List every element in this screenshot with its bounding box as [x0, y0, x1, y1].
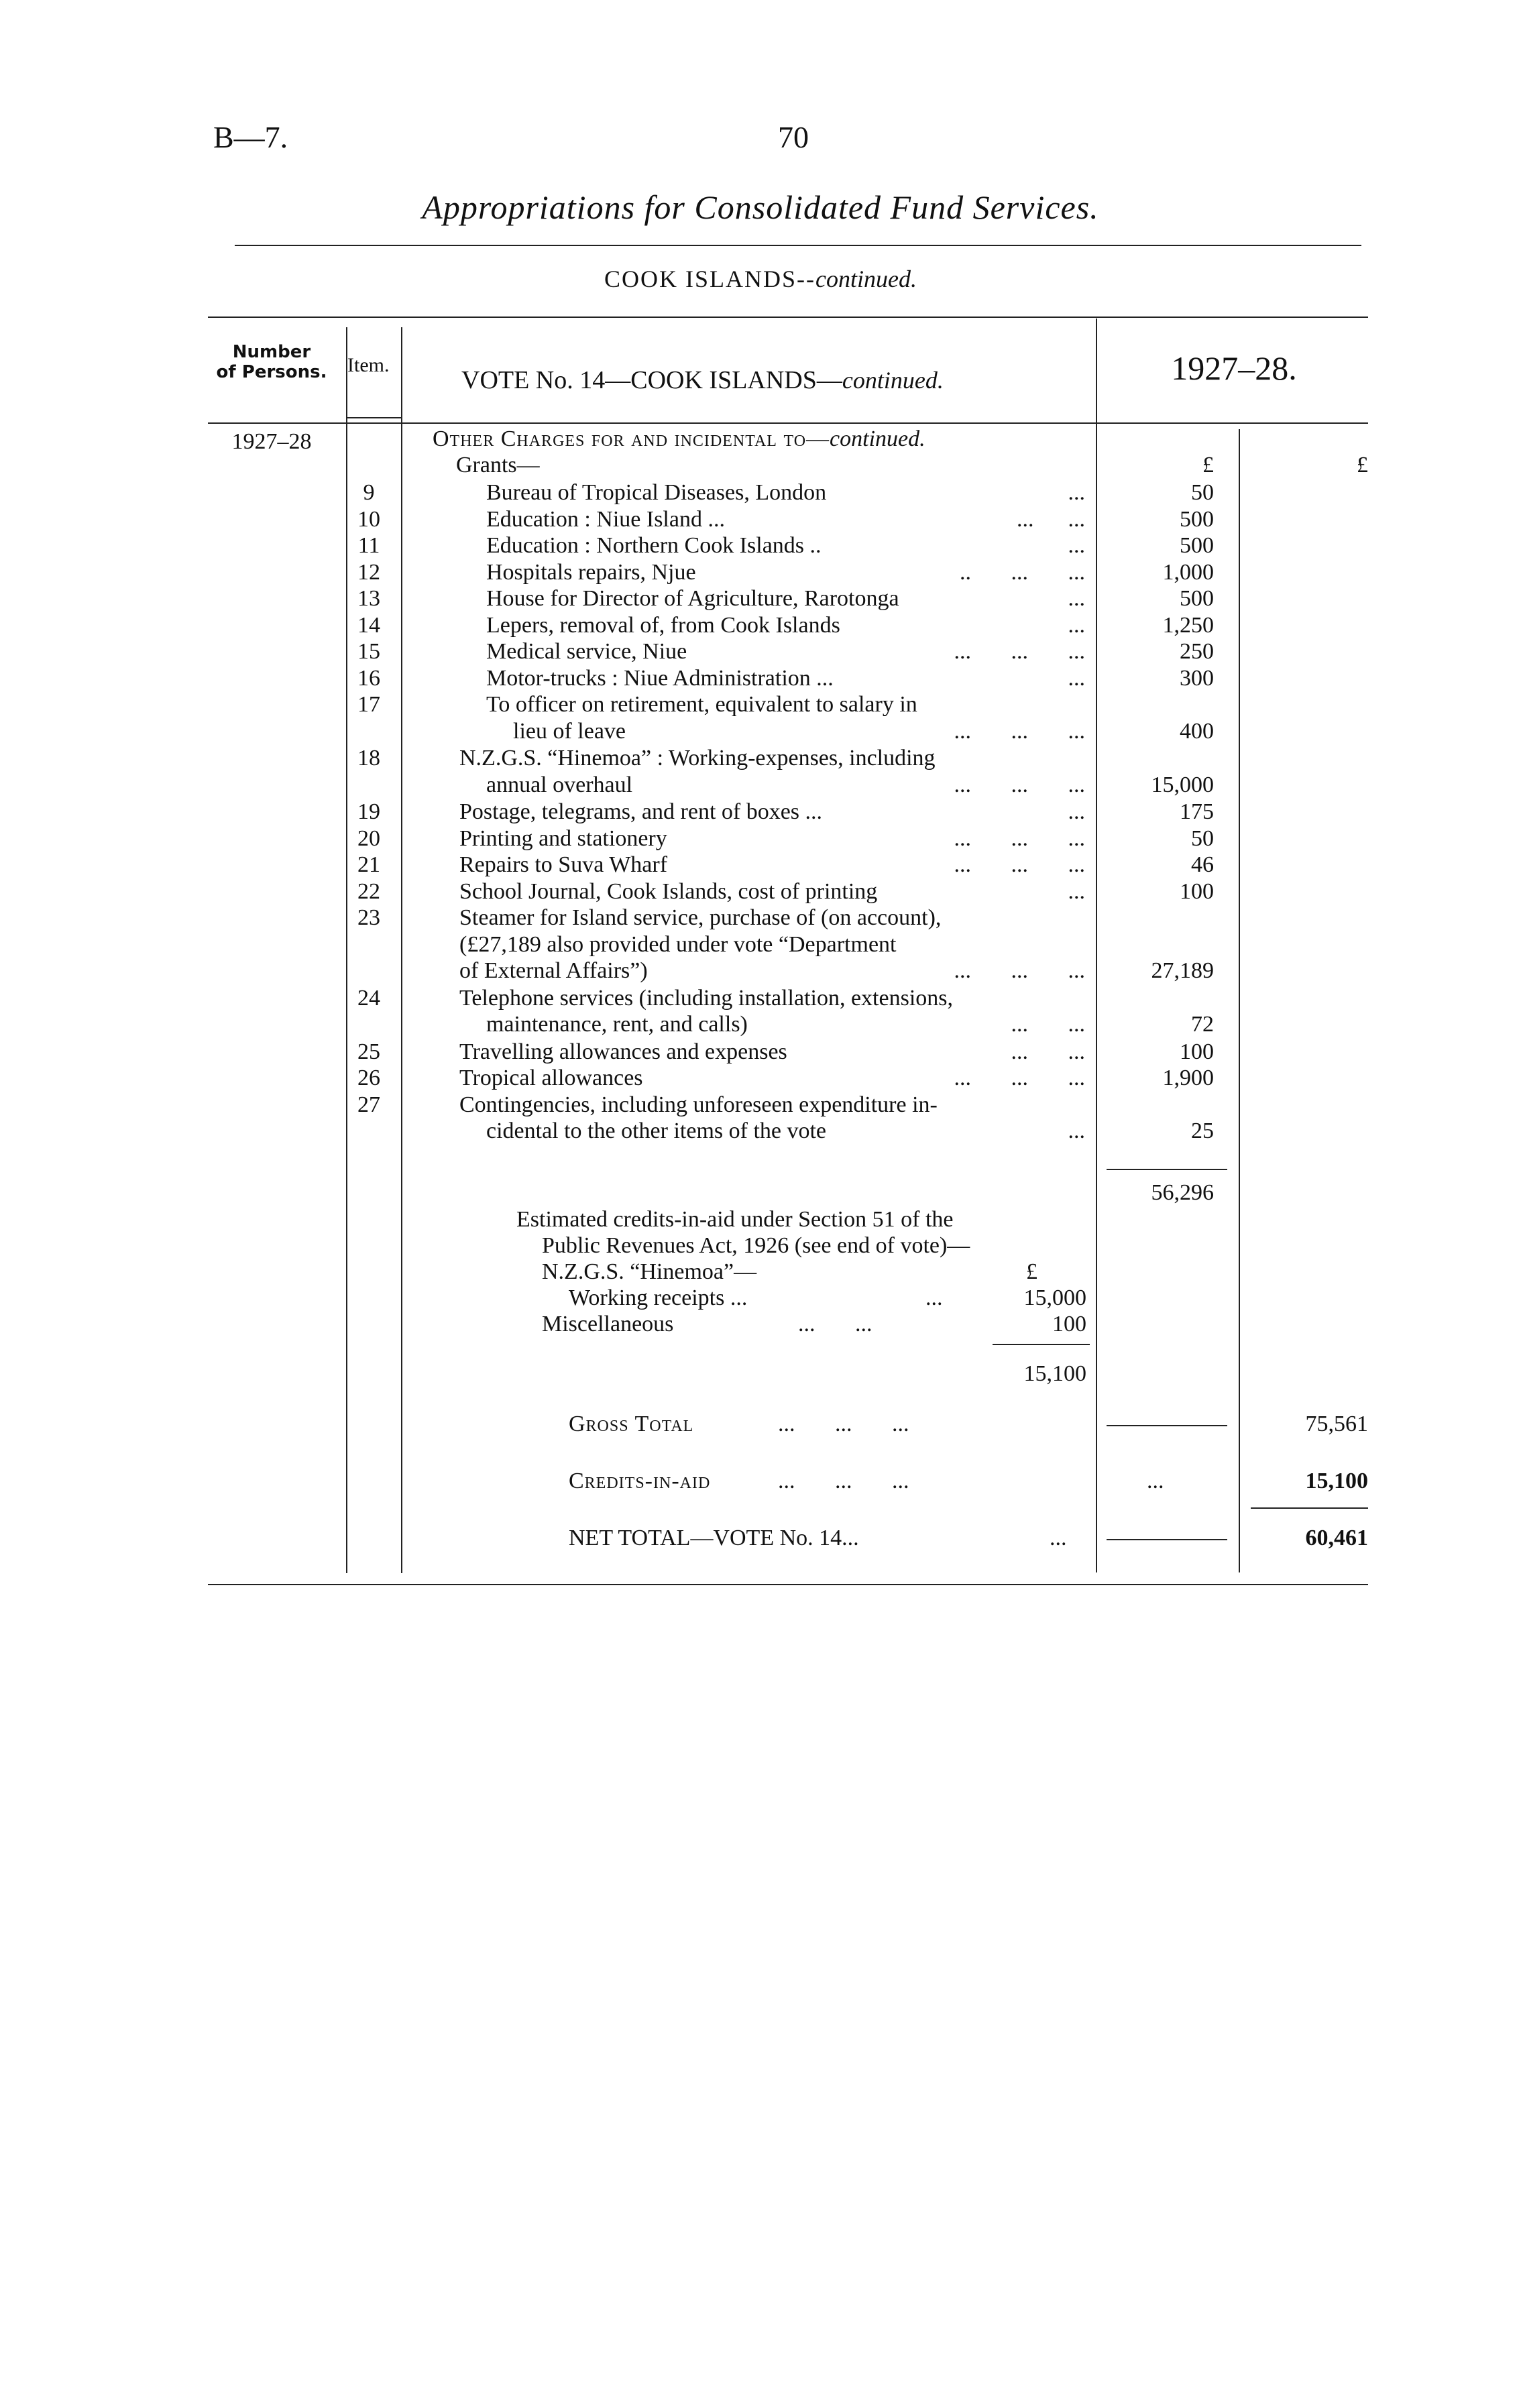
- item-description-line: N.Z.G.S. “Hinemoa” : Working-expenses, including: [459, 746, 936, 770]
- group-heading: Other Charges for and incidental to—continued.: [433, 426, 925, 451]
- item-amount: 50: [1191, 825, 1214, 851]
- item-number: 17: [357, 692, 380, 717]
- gross-total-dots: ... ... ...: [778, 1412, 909, 1436]
- item-number: 25: [357, 1039, 380, 1064]
- column-rule-item: [401, 327, 402, 1573]
- miscellaneous-label: Miscellaneous: [542, 1312, 674, 1336]
- item-amount: 72: [1191, 1012, 1214, 1037]
- credits-currency: £: [1026, 1259, 1037, 1284]
- credits-total: 15,100: [1023, 1361, 1086, 1386]
- item-amount: 27,189: [1151, 958, 1214, 983]
- item-number: 26: [357, 1066, 380, 1090]
- item-leader-dots: ...: [1068, 1119, 1085, 1143]
- item-leader-dots: ...: [1068, 878, 1085, 904]
- page-title: Appropriations for Consolidated Fund Services.: [422, 188, 1099, 226]
- table-top-rule: [208, 317, 1368, 318]
- item-number: 24: [357, 985, 380, 1011]
- credits-heading-line1: Estimated credits-in-aid under Section 51 of the: [516, 1207, 954, 1232]
- page-reference: B—7.: [213, 120, 288, 154]
- item-leader-dots: ...: [1068, 586, 1085, 611]
- table-bottom-rule: [208, 1584, 1368, 1585]
- item-description-line: Printing and stationery: [459, 825, 667, 851]
- credits-in-aid-label: Credits-in-aid: [569, 1469, 711, 1493]
- year-heading: 1927–28.: [1171, 349, 1297, 387]
- item-number: 21: [357, 852, 380, 877]
- net-total-dots: ...: [1050, 1526, 1067, 1550]
- gross-total-rule: [1107, 1425, 1227, 1426]
- item-leader-dots: ... ...: [1011, 1039, 1085, 1064]
- item-amount: 46: [1191, 852, 1214, 877]
- miscellaneous-dots: ... ...: [798, 1312, 872, 1336]
- item-description-line: Travelling allowances and expenses: [459, 1039, 787, 1064]
- item-number: 9: [363, 480, 375, 505]
- item-leader-dots: ... ... ...: [954, 852, 1085, 877]
- item-description-line: Education : Northern Cook Islands ..: [486, 533, 822, 558]
- credits-total-rule: [993, 1344, 1090, 1345]
- item-number: 18: [357, 746, 380, 770]
- item-amount: 175: [1180, 799, 1214, 824]
- item-amount: 250: [1180, 639, 1214, 664]
- vote-heading: VOTE No. 14—COOK ISLANDS—continued.: [461, 366, 944, 394]
- item-amount: 1,250: [1162, 612, 1214, 638]
- item-description-line: Education : Niue Island ...: [486, 506, 725, 532]
- item-description-line: maintenance, rent, and calls): [486, 1012, 748, 1037]
- item-amount: 15,000: [1151, 772, 1214, 797]
- credits-in-aid-dots: ... ... ...: [778, 1469, 909, 1493]
- item-amount: 500: [1180, 586, 1214, 611]
- item-leader-dots: ...: [1068, 612, 1085, 638]
- page-number: 70: [778, 120, 809, 154]
- table-head-rule: [208, 422, 1368, 424]
- title-rule: [235, 245, 1361, 246]
- item-leader-dots: ...: [1068, 799, 1085, 824]
- item-leader-dots: ... ...: [1017, 506, 1085, 532]
- gross-total-amount: 75,561: [1305, 1412, 1368, 1436]
- miscellaneous-amount: 100: [1052, 1312, 1086, 1336]
- item-description-line: cidental to the other items of the vote: [486, 1119, 827, 1143]
- item-number: 13: [357, 586, 380, 611]
- item-description-line: annual overhaul: [486, 772, 633, 797]
- item-number: 23: [357, 905, 380, 930]
- working-receipts-dots: ...: [925, 1285, 943, 1310]
- item-leader-dots: .. ... ...: [960, 559, 1085, 585]
- persons-year: 1927–28: [231, 429, 312, 454]
- item-description-line: Hospitals repairs, Njue: [486, 559, 696, 585]
- item-description-line: Medical service, Niue: [486, 639, 687, 664]
- item-leader-dots: ...: [1068, 665, 1085, 691]
- currency-symbol-total: £: [1357, 453, 1368, 477]
- currency-symbol: £: [1202, 453, 1214, 477]
- item-number: 20: [357, 825, 380, 851]
- item-leader-dots: ... ... ...: [954, 825, 1085, 851]
- item-description-line: Telephone services (including installation, extensions,: [459, 985, 953, 1011]
- working-receipts-label: Working receipts ...: [569, 1285, 748, 1310]
- item-number: 12: [357, 559, 380, 585]
- item-leader-dots: ...: [1068, 533, 1085, 558]
- item-number: 10: [357, 506, 380, 532]
- subtotal-rule: [1107, 1169, 1227, 1170]
- item-number: 11: [357, 533, 380, 558]
- item-description-line: Steamer for Island service, purchase of (on account),: [459, 905, 942, 930]
- credits-vessel: N.Z.G.S. “Hinemoa”—: [542, 1259, 757, 1284]
- item-description-line: Bureau of Tropical Diseases, London: [486, 480, 827, 505]
- item-number: 16: [357, 665, 380, 691]
- item-description-line: Postage, telegrams, and rent of boxes ...: [459, 799, 823, 824]
- item-amount: 400: [1180, 718, 1214, 744]
- item-number: 15: [357, 639, 380, 664]
- working-receipts-amount: 15,000: [1023, 1285, 1086, 1310]
- item-leader-dots: ... ...: [1011, 1012, 1085, 1037]
- credits-heading-line2: Public Revenues Act, 1926 (see end of vote)—: [542, 1233, 970, 1258]
- item-leader-dots: ...: [1068, 480, 1085, 505]
- item-amount: 100: [1180, 1039, 1214, 1064]
- item-description-line: Tropical allowances: [459, 1066, 643, 1090]
- item-leader-dots: ... ... ...: [954, 772, 1085, 797]
- item-description-line: School Journal, Cook Islands, cost of printing: [459, 878, 878, 904]
- item-head-rule: [346, 417, 402, 418]
- item-amount: 300: [1180, 665, 1214, 691]
- item-number: 22: [357, 878, 380, 904]
- item-leader-dots: ... ... ...: [954, 639, 1085, 664]
- item-description-line: House for Director of Agriculture, Rarotonga: [486, 586, 899, 611]
- credits-in-aid-amount: 15,100: [1305, 1469, 1368, 1493]
- gross-total-label: Gross Total: [569, 1412, 694, 1436]
- column-rule-persons: [346, 327, 347, 1573]
- item-description-line: (£27,189 also provided under vote “Department: [459, 931, 897, 957]
- item-description-line: of External Affairs”): [459, 958, 648, 983]
- item-leader-dots: ... ... ...: [954, 958, 1085, 983]
- net-total-rule: [1107, 1539, 1227, 1540]
- item-number: 27: [357, 1092, 380, 1117]
- column-rule-amount: [1096, 319, 1097, 1572]
- grants-heading: Grants—: [456, 453, 540, 477]
- item-amount: 100: [1180, 878, 1214, 904]
- item-description-line: Repairs to Suva Wharf: [459, 852, 668, 877]
- item-leader-dots: ... ... ...: [954, 1066, 1085, 1090]
- item-amount: 500: [1180, 506, 1214, 532]
- column-rule-total: [1239, 429, 1240, 1572]
- section-heading: COOK ISLANDS--continued.: [604, 266, 917, 292]
- item-leader-dots: ... ... ...: [954, 718, 1085, 744]
- credits-in-aid-mid-dots: ...: [1147, 1469, 1164, 1493]
- item-description-line: To officer on retirement, equivalent to salary in: [486, 692, 917, 717]
- item-amount: 1,000: [1162, 559, 1214, 585]
- net-total-top-rule: [1251, 1507, 1368, 1509]
- item-amount: 50: [1191, 480, 1214, 505]
- item-heading: Item.: [347, 354, 390, 376]
- item-description-line: lieu of leave: [513, 718, 626, 744]
- item-description-line: Lepers, removal of, from Cook Islands: [486, 612, 840, 638]
- item-number: 14: [357, 612, 380, 638]
- net-total-label: NET TOTAL—VOTE No. 14...: [569, 1526, 859, 1550]
- item-amount: 500: [1180, 533, 1214, 558]
- item-amount: 1,900: [1162, 1066, 1214, 1090]
- item-description-line: Motor-trucks : Niue Administration ...: [486, 665, 834, 691]
- item-description-line: Contingencies, including unforeseen expenditure in-: [459, 1092, 938, 1117]
- net-total-amount: 60,461: [1305, 1526, 1368, 1550]
- persons-heading: Number of Persons.: [216, 342, 327, 382]
- subtotal-amount: 56,296: [1151, 1180, 1214, 1205]
- item-amount: 25: [1191, 1119, 1214, 1143]
- item-number: 19: [357, 799, 380, 824]
